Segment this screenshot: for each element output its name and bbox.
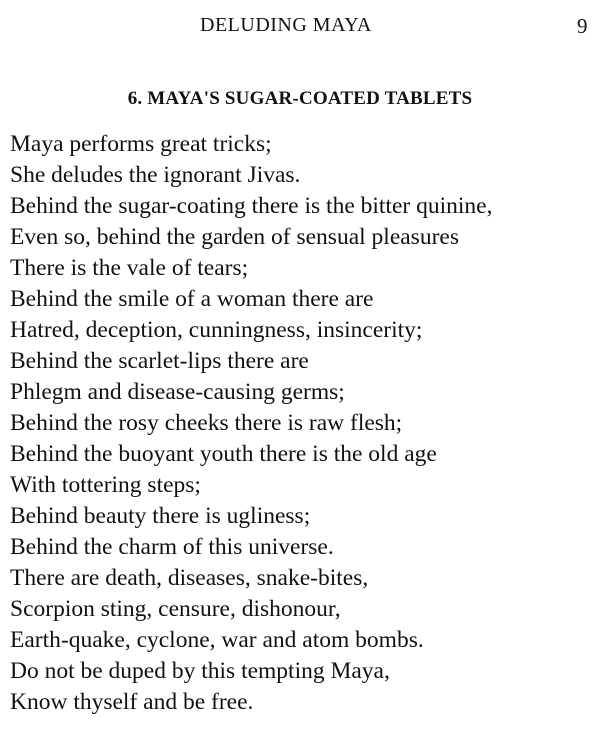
- poem-line: With tottering steps;: [10, 472, 201, 498]
- poem-line: Behind the sugar-coating there is the bitter quinine,: [10, 193, 493, 219]
- poem-line: Behind the buoyant youth there is the old age: [10, 441, 437, 467]
- poem-line: There is the vale of tears;: [10, 255, 249, 281]
- poem-line: Behind the charm of this universe.: [10, 534, 334, 560]
- poem-line: Scorpion sting, censure, dishonour,: [10, 596, 341, 622]
- running-header: [0, 14, 600, 44]
- poem-line: Phlegm and disease-causing germs;: [10, 379, 345, 405]
- poem-line: She deludes the ignorant Jivas.: [10, 162, 301, 188]
- poem-line: Behind beauty there is ugliness;: [10, 503, 311, 529]
- poem-line: Even so, behind the garden of sensual pleasures: [10, 224, 459, 250]
- poem-line: Do not be duped by this tempting Maya,: [10, 658, 390, 684]
- poem-line: Behind the smile of a woman there are: [10, 286, 374, 312]
- poem-line: Earth-quake, cyclone, war and atom bombs.: [10, 627, 424, 653]
- poem-line: Maya performs great tricks;: [10, 131, 272, 157]
- poem-body: [10, 129, 598, 718]
- page-number: 9: [577, 14, 588, 38]
- poem-line: Know thyself and be free.: [10, 689, 254, 715]
- poem-line: Behind the rosy cheeks there is raw flesh;: [10, 410, 403, 436]
- poem-line: Hatred, deception, cunningness, insincerity;: [10, 317, 423, 343]
- running-title: DELUDING MAYA: [200, 14, 372, 36]
- poem-line: There are death, diseases, snake-bites,: [10, 565, 369, 591]
- poem-line: Behind the scarlet-lips there are: [10, 348, 309, 374]
- section-title: 6. MAYA'S SUGAR-COATED TABLETS: [127, 88, 473, 109]
